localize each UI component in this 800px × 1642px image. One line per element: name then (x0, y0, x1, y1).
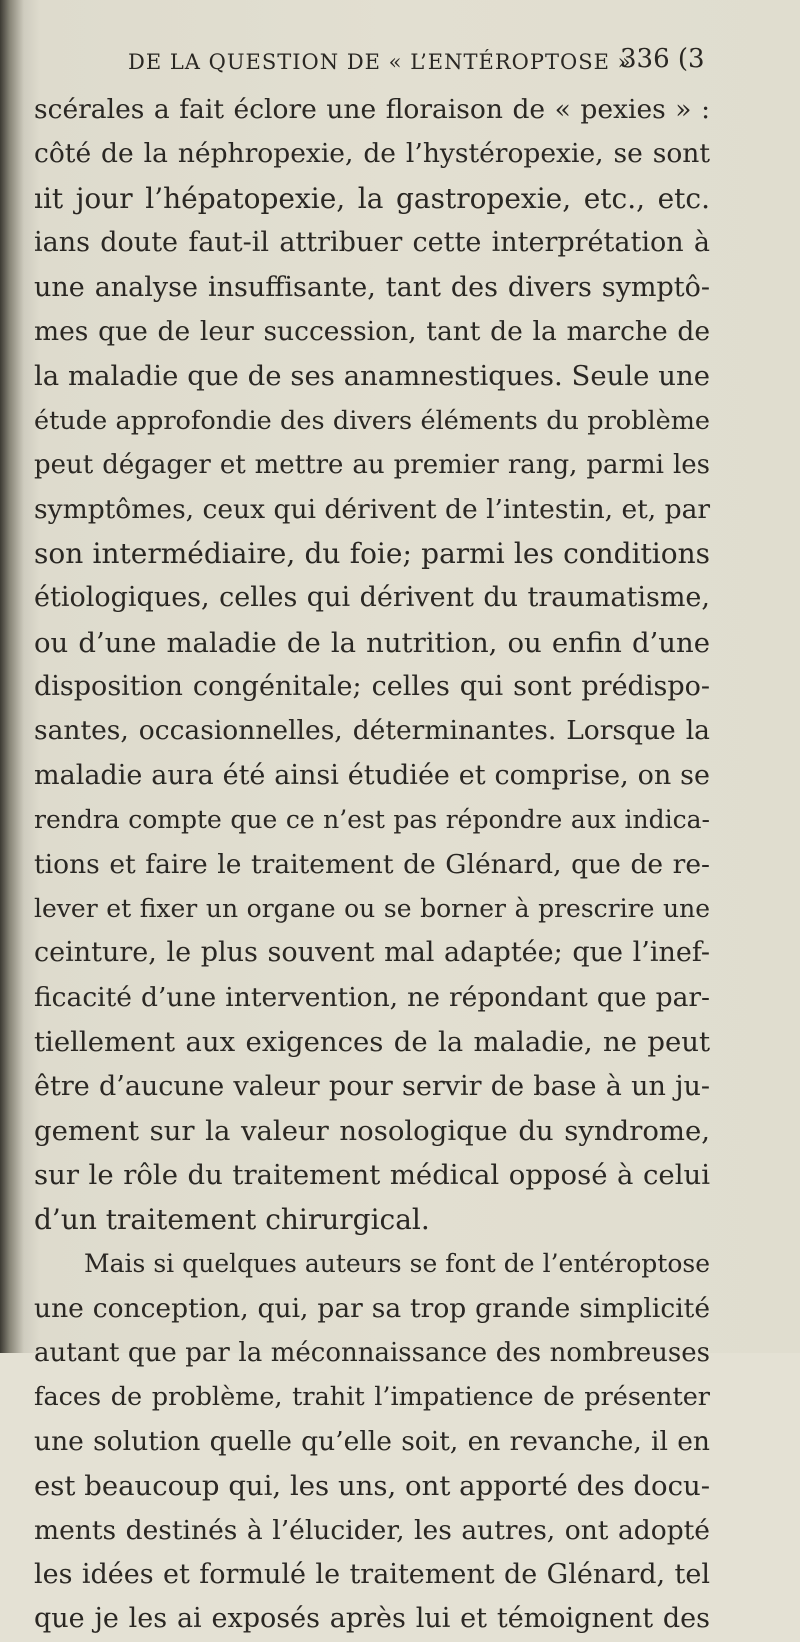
page-header (128, 44, 788, 84)
text-line: symptômes, ceux qui dérivent de l’intestin, et, par (34, 493, 711, 525)
text-line: côté de la néphropexie, de l’hystéropexie, se sont (34, 138, 710, 170)
text-line: tiellement aux exigences de la maladie, ne peut (34, 1026, 710, 1059)
text-line: ou d’une maladie de la nutrition, ou enfin d’une (34, 626, 710, 659)
text-line: une solution quelle qu’elle soit, en revanche, il en (34, 1425, 710, 1457)
running-title: DE LA QUESTION DE « L’ENTÉROPTOSE » (128, 50, 632, 74)
text-line: ments destinés à l’élucider, les autres, ont adopté (34, 1514, 710, 1546)
text-line: scérales a fait éclore une floraison de « pexies » : (34, 94, 710, 125)
text-line: ficacité d’une intervention, ne répondant que par- (34, 981, 710, 1013)
paragraph-start-line: Mais si quelques auteurs se font de l’entéroptose (84, 1249, 710, 1279)
page-number: 336 (3 (620, 44, 705, 74)
body-text (34, 88, 710, 1642)
text-line: les idées et formulé le traitement de Glénard, tel (34, 1558, 710, 1590)
text-line: maladie aura été ainsi étudiée et comprise, on se (34, 759, 710, 791)
text-line: une analyse insuffisante, tant des divers symptô- (34, 271, 710, 303)
paragraph-end-line: d’un traitement chirurgical. (34, 1202, 430, 1236)
text-line: être d’aucune valeur pour servir de base à un ju- (34, 1070, 710, 1102)
text-line: lever et fixer un organe ou se borner à prescrire une (34, 894, 710, 924)
text-line: ceinture, le plus souvent mal adaptée; que l’inef- (34, 937, 710, 969)
text-line: rendra compte que ce n’est pas répondre aux indica- (34, 805, 710, 835)
text-line: son intermédiaire, du foie; parmi les conditions (34, 536, 710, 570)
text-line: santes, occasionnelles, déterminantes. Lorsque la (34, 715, 710, 747)
text-line: gement sur la valeur nosologique du syndrome, (34, 1114, 710, 1147)
text-line: autant que par la méconnaissance des nombreuses (34, 1337, 710, 1368)
text-line: la maladie que de ses anamnestiques. Seule une (34, 360, 710, 393)
text-line: tions et faire le traitement de Glénard, que de re- (34, 848, 710, 880)
text-line: étiologiques, celles qui dérivent du traumatisme, (34, 582, 710, 614)
text-line: mes que de leur succession, tant de la marche de (34, 315, 710, 347)
text-line: que je les ai exposés après lui et témoignent des (34, 1603, 710, 1635)
text-line: ians doute faut-il attribuer cette interprétation à (34, 227, 710, 259)
text-line: disposition congénitale; celles qui sont prédispo- (34, 671, 710, 703)
text-line: est beaucoup qui, les uns, ont apporté des docu- (34, 1470, 710, 1503)
text-line: une conception, qui, par sa trop grande simplicité (34, 1292, 710, 1324)
text-line: faces de problème, trahit l’impatience de présenter (34, 1382, 710, 1413)
text-line: étude approfondie des divers éléments du problème (34, 405, 710, 436)
text-line: peut dégager et mettre au premier rang, parmi les (34, 450, 710, 481)
text-line: sur le rôle du traitement médical opposé à celui (34, 1159, 710, 1192)
text-line: ıit jour l’hépatopexie, la gastropexie, etc., etc. (34, 181, 710, 215)
